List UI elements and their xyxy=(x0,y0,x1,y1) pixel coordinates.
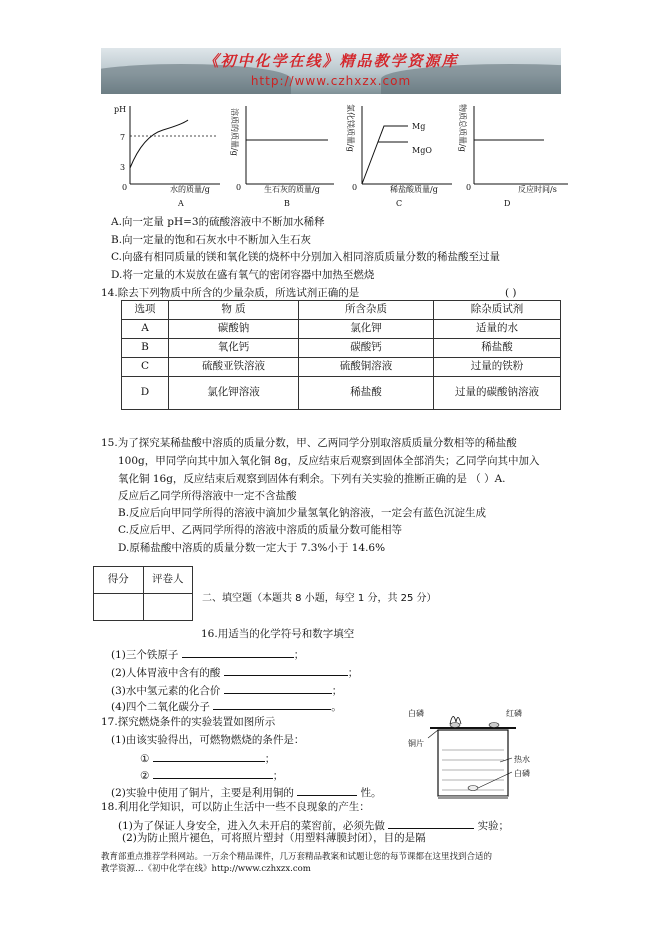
table-header-cell: 除杂质试剂 xyxy=(434,301,561,320)
graph-c-curve-label: MgO xyxy=(412,146,432,155)
combustion-apparatus-diagram xyxy=(408,704,548,804)
table-cell: 氯化钾溶液 xyxy=(169,377,299,410)
q15-line: 15.为了探究某稀盐酸中溶质的质量分数，甲、乙两同学分别取溶质质量分数相等的稀盐酸 xyxy=(101,437,517,449)
score-input[interactable] xyxy=(94,594,144,621)
q17-bullet-label: ② xyxy=(140,770,150,782)
table-cell: 过量的铁粉 xyxy=(434,358,561,377)
table-row xyxy=(122,358,561,377)
table-header-cell: 所含杂质 xyxy=(299,301,434,320)
graph-b-tick: 0 xyxy=(236,183,242,192)
table-cell: 适量的水 xyxy=(434,320,561,339)
answer-blank[interactable] xyxy=(224,664,348,676)
diagram-label-hot-water: 热水 xyxy=(514,755,530,764)
table-cell: A xyxy=(122,320,169,339)
q17-line-1: (1)由该实验得出，可燃物燃烧的条件是： xyxy=(111,734,305,746)
graph-d-tick: 0 xyxy=(466,183,472,192)
diagram-label-copper-plate: 铜片 xyxy=(408,739,424,748)
graph-a xyxy=(114,105,220,208)
graph-d-label: D xyxy=(504,199,511,208)
graph-c-curve-label: Mg xyxy=(412,122,426,131)
q16-stem: 16.用适当的化学符号和数字填空 xyxy=(201,628,355,640)
graph-b xyxy=(230,106,334,208)
graph-a-ylabel: pH xyxy=(114,105,127,114)
table-cell: 稀盐酸 xyxy=(434,339,561,358)
graph-d-ylabel: 物质总质量/g xyxy=(458,104,467,152)
q17-line-2-text: (2)实验中使用了铜片，主要是利用铜的 xyxy=(111,787,294,799)
q17-bullet-1: ① ； xyxy=(140,750,275,766)
banner xyxy=(101,48,561,94)
answer-blank[interactable] xyxy=(182,646,294,658)
footer-line: 教育部重点推荐学科网站。一万余个精品课件，几万套精品教案和试题让您的每节课都在这里找到合适的 xyxy=(101,852,493,862)
table-cell: 稀盐酸 xyxy=(299,377,434,410)
q16-item: (4)四个二氧化碳分子 。 xyxy=(111,698,342,714)
q18-line-2: (2)为防止照片褪色，可将照片塑封（用塑料薄膜封闭），目的是隔 xyxy=(122,832,426,844)
q15-option-c: C.反应后甲、乙两同学所得的溶液中溶质的质量分数可能相等 xyxy=(118,524,402,536)
table-cell: B xyxy=(122,339,169,358)
q18-line-1-suffix: 实验； xyxy=(477,820,510,832)
page-footer xyxy=(101,852,571,876)
table-cell: 氯化钾 xyxy=(299,320,434,339)
table-cell: C xyxy=(122,358,169,377)
q13-option-c: C.向盛有相同质量的镁和氧化镁的烧杯中分别加入相同溶质质量分数的稀盐酸至过量 xyxy=(111,251,500,263)
q18-line-1-text: (1)为了保证人身安全，进入久未开启的菜窖前，必须先做 xyxy=(118,820,385,832)
q17-bullet-2: ② ； xyxy=(140,767,283,783)
graph-a-xlabel: 水的质量/g xyxy=(170,185,210,194)
q16-item-label: (2)人体胃液中含有的酸 xyxy=(111,667,221,679)
graph-d xyxy=(458,104,568,208)
q15-line: 反应后乙同学所得溶液中一定不含盐酸 xyxy=(118,490,297,502)
q16-item: (3)水中氢元素的化合价 ； xyxy=(111,682,342,698)
grader-label: 评卷人 xyxy=(143,567,193,594)
q15-option-d: D.原稀盐酸中溶质的质量分数一定大于 7.3%小于 14.6% xyxy=(118,542,386,554)
q15-line: 100g，甲同学向其中加入氧化铜 8g，反应结束后观察到固体全部消失；乙同学向其中加入 xyxy=(118,455,540,467)
table-cell: 过量的碳酸钠溶液 xyxy=(434,377,561,410)
answer-blank[interactable] xyxy=(213,698,331,710)
table-header-row xyxy=(122,301,561,320)
graph-c-label: C xyxy=(396,199,403,208)
answer-blank[interactable] xyxy=(224,682,332,694)
table-cell: 碳酸钠 xyxy=(169,320,299,339)
graph-c xyxy=(346,104,452,208)
graph-a-tick: 0 xyxy=(122,183,128,192)
graph-a-tick: 7 xyxy=(120,133,126,142)
graph-c-ylabel: 氯化镁质量/g xyxy=(346,104,355,152)
footer-line[interactable]: 教学资源…《初中化学在线》http://www.czhxzx.com xyxy=(101,863,311,874)
q17-line-2 xyxy=(111,784,382,800)
banner-title: 《初中化学在线》精品教学资源库 xyxy=(203,52,459,70)
table-cell: 硫酸亚铁溶液 xyxy=(169,358,299,377)
table-row xyxy=(122,320,561,339)
q16-item-label: (1)三个铁原子 xyxy=(111,649,179,661)
grader-input[interactable] xyxy=(143,594,193,621)
answer-blank[interactable] xyxy=(388,817,474,829)
diagram-label-red-phosphorus: 红磷 xyxy=(506,709,522,718)
graph-d-xlabel: 反应时间/s xyxy=(518,185,557,194)
q17-bullet-label: ① xyxy=(140,753,150,765)
q16-item: (2)人体胃液中含有的酸 ； xyxy=(111,664,358,680)
graph-a-label: A xyxy=(178,199,184,208)
q13-option-a: A.向一定量 pH=3的硫酸溶液中不断加水稀释 xyxy=(111,216,325,228)
table-header-cell: 物 质 xyxy=(169,301,299,320)
table-cell: 碳酸钙 xyxy=(299,339,434,358)
table-cell: 氧化钙 xyxy=(169,339,299,358)
q14-table xyxy=(121,300,561,410)
table-cell: 硫酸铜溶液 xyxy=(299,358,434,377)
q16-item-label: (3)水中氢元素的化合价 xyxy=(111,685,221,697)
q13-option-d: D.将一定量的木炭放在盛有氧气的密闭容器中加热至燃烧 xyxy=(111,269,375,281)
answer-blank[interactable] xyxy=(153,767,273,779)
table-row xyxy=(122,377,561,410)
section-2-title: 二、填空题（本题共 8 小题，每空 1 分，共 25 分） xyxy=(202,593,437,604)
q15-option-b: B.反应后向甲同学所得的溶液中滴加少量氢氧化钠溶液，一定会有蓝色沉淀生成 xyxy=(118,507,487,519)
q14-stem: 14.除去下列物质中所含的少量杂质，所选试剂正确的是 xyxy=(101,287,360,299)
table-cell: D xyxy=(122,377,169,410)
answer-blank[interactable] xyxy=(153,750,265,762)
q13-graphs xyxy=(108,96,578,211)
q16-item-label: (4)四个二氧化碳分子 xyxy=(111,701,210,713)
graph-a-tick: 3 xyxy=(120,163,126,172)
table-header-cell: 选项 xyxy=(122,301,169,320)
banner-url[interactable]: http://www.czhxzx.com xyxy=(250,74,412,88)
answer-blank[interactable] xyxy=(297,784,357,796)
diagram-label-white-phosphorus-2: 白磷 xyxy=(514,769,530,778)
graph-b-ylabel: 溶质的质量/g xyxy=(230,108,239,156)
q13-option-b: B.向一定量的饱和石灰水中不断加入生石灰 xyxy=(111,234,312,246)
q17-line-2-suffix: 性。 xyxy=(360,787,382,799)
graph-c-tick: 0 xyxy=(352,183,358,192)
q14-answer-paren: ( ) xyxy=(505,287,517,299)
q16-item: (1)三个铁原子 ； xyxy=(111,646,304,662)
score-box xyxy=(93,566,193,621)
q15-line: 氧化铜 16g，反应结束后观察到固体有剩余。下列有关实验的推断正确的是 （ ）A. xyxy=(118,473,506,485)
score-label: 得分 xyxy=(94,567,144,594)
q18-line-1 xyxy=(118,817,509,833)
table-row xyxy=(122,339,561,358)
diagram-label-white-phosphorus: 白磷 xyxy=(408,709,424,718)
graph-b-label: B xyxy=(284,199,290,208)
q18-stem: 18.利用化学知识，可以防止生活中一些不良现象的产生： xyxy=(101,801,370,813)
graph-c-xlabel: 稀盐酸质量/g xyxy=(390,185,438,194)
q17-stem: 17.探究燃烧条件的实验装置如图所示 xyxy=(101,716,276,728)
graph-b-xlabel: 生石灰的质量/g xyxy=(264,185,320,194)
